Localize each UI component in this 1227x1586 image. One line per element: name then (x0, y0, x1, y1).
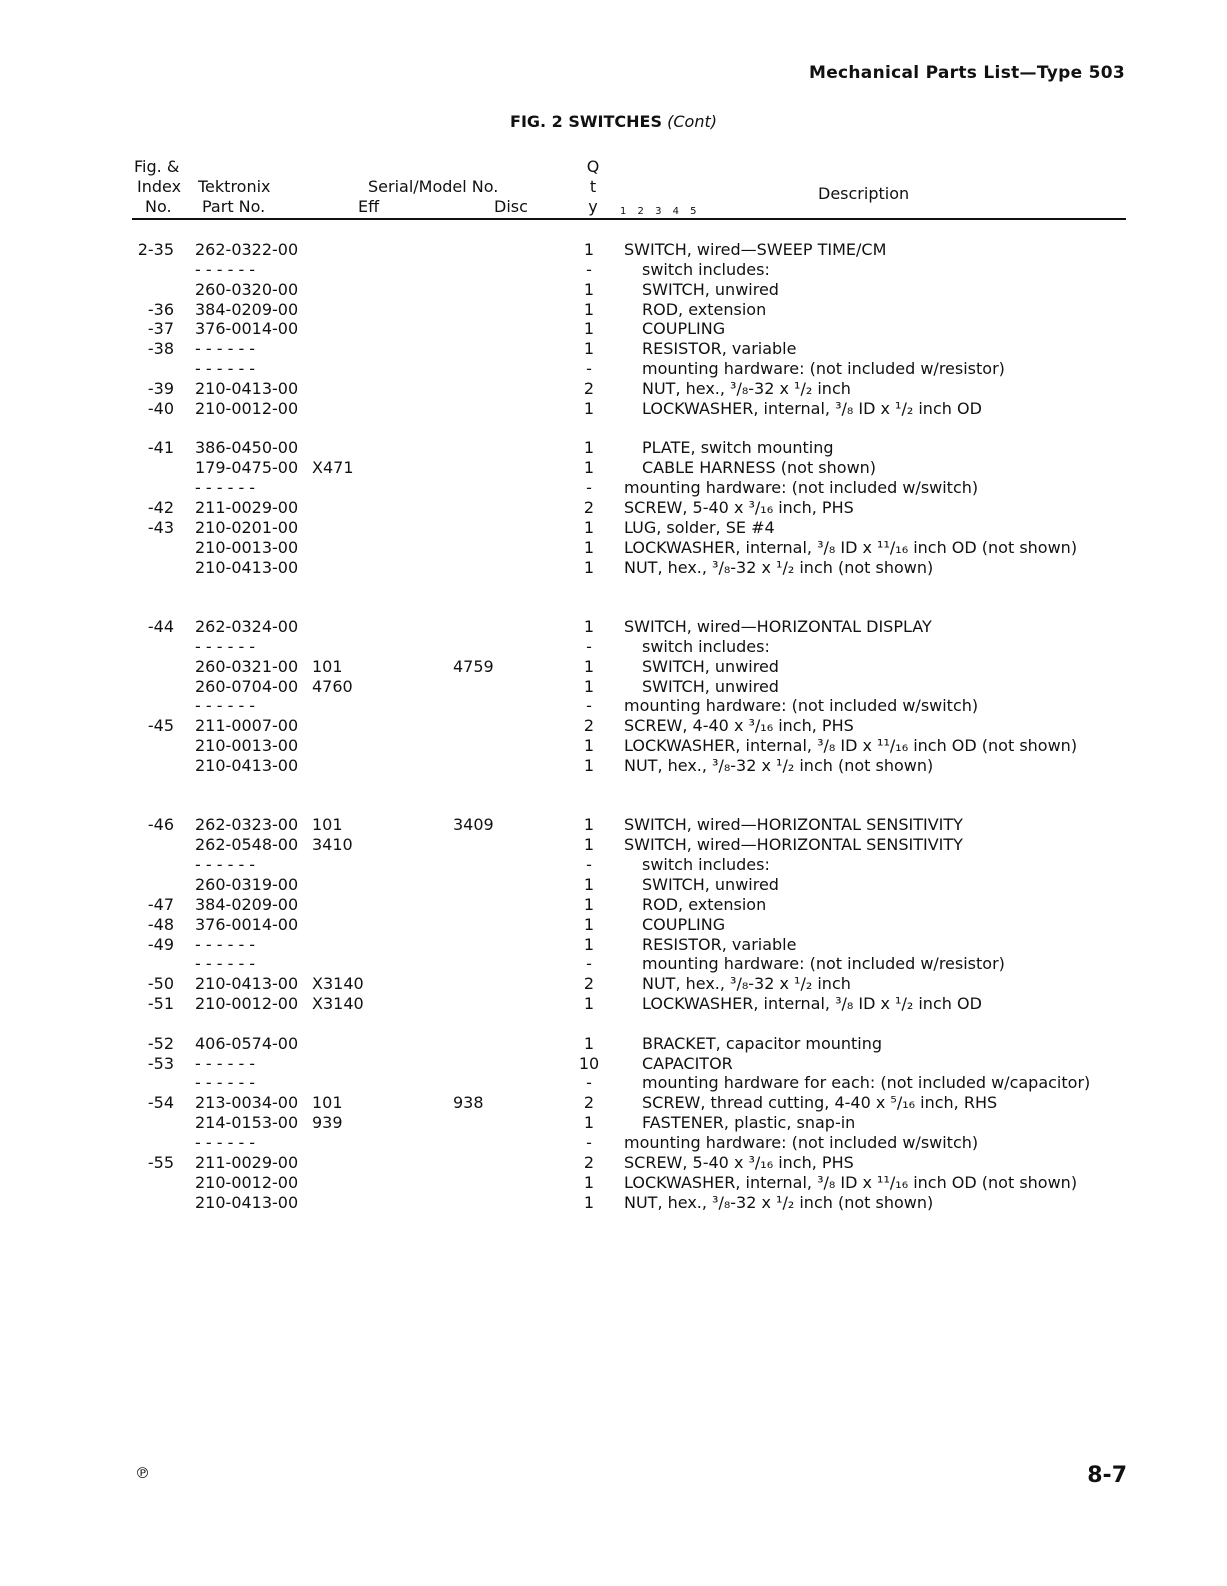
row-serial-eff: 101 (312, 815, 343, 835)
row-quantity: 1 (583, 517, 595, 537)
table-row (0, 875, 1227, 895)
row-index: -37 (147, 319, 174, 339)
row-part-number: 384-0209-00 (195, 894, 299, 914)
row-description: mounting hardware: (not included w/resistor) (642, 954, 1005, 974)
row-part-number: - - - - - - (195, 1053, 256, 1073)
row-part-number: - - - - - - (195, 359, 256, 379)
row-description: FASTENER, plastic, snap-in (642, 1113, 856, 1133)
row-part-number: 211-0029-00 (195, 497, 299, 517)
header-rule (132, 218, 1126, 220)
table-row (0, 538, 1227, 558)
col-header-fig-line3: No. (145, 197, 172, 216)
row-description: BRACKET, capacitor mounting (642, 1033, 883, 1053)
row-part-number: 384-0209-00 (195, 299, 299, 319)
row-quantity: 2 (583, 378, 595, 398)
row-part-number: 262-0548-00 (195, 835, 299, 855)
table-row (0, 756, 1227, 776)
row-quantity: 1 (583, 438, 595, 458)
row-serial-eff: 101 (312, 1093, 343, 1113)
row-serial-eff: X471 (312, 458, 354, 478)
row-quantity: 1 (583, 339, 595, 359)
row-description: COUPLING (642, 914, 726, 934)
row-part-number: - - - - - - (195, 1132, 256, 1152)
row-part-number: 210-0201-00 (195, 517, 299, 537)
table-row (0, 1073, 1227, 1093)
row-index: -51 (147, 994, 174, 1014)
table-row (0, 1113, 1227, 1133)
row-description: mounting hardware for each: (not included w/capacitor) (642, 1073, 1091, 1093)
row-quantity: - (586, 855, 592, 875)
row-quantity: 1 (583, 875, 595, 894)
row-part-number: 386-0450-00 (195, 438, 299, 458)
row-part-number: 210-0012-00 (195, 398, 299, 418)
row-description: SCREW, 5-40 x ³/₁₆ inch, PHS (624, 1152, 854, 1172)
row-index: -50 (147, 974, 174, 994)
table-row (0, 280, 1227, 300)
row-part-number: - - - - - - (195, 954, 256, 974)
row-description: PLATE, switch mounting (642, 438, 834, 458)
table-row (0, 260, 1227, 280)
row-quantity: 1 (583, 557, 595, 577)
row-description: LOCKWASHER, internal, ³/₈ ID x ¹¹/₁₆ inch OD (not shown) (624, 736, 1078, 756)
row-part-number: 260-0319-00 (195, 875, 299, 894)
row-serial-eff: 3410 (312, 835, 353, 855)
row-quantity: 2 (583, 1093, 595, 1113)
row-part-number: 406-0574-00 (195, 1033, 299, 1053)
row-quantity: 1 (583, 537, 595, 557)
row-description: mounting hardware: (not included w/switch) (624, 478, 979, 498)
row-description: SWITCH, unwired (642, 656, 779, 676)
row-description: SWITCH, wired—HORIZONTAL SENSITIVITY (624, 835, 963, 855)
table-row (0, 498, 1227, 518)
table-row (0, 855, 1227, 875)
row-description: mounting hardware: (not included w/resistor) (642, 359, 1005, 379)
row-description: SCREW, 5-40 x ³/₁₆ inch, PHS (624, 497, 854, 517)
row-part-number: - - - - - - (195, 636, 256, 656)
row-index: -38 (147, 339, 174, 359)
col-header-eff: Eff (358, 197, 380, 216)
row-description: SCREW, thread cutting, 4-40 x ⁵/₁₆ inch, RHS (642, 1093, 998, 1113)
row-quantity: - (586, 696, 592, 716)
table-row (0, 974, 1227, 994)
row-description: RESISTOR, variable (642, 339, 797, 359)
row-quantity: 1 (583, 835, 595, 855)
row-quantity: 1 (583, 1192, 595, 1212)
row-description: ROD, extension (642, 894, 767, 914)
row-description: CAPACITOR (642, 1053, 733, 1073)
row-part-number: 260-0704-00 (195, 676, 299, 696)
table-row (0, 399, 1227, 419)
row-description: NUT, hex., ³/₈-32 x ¹/₂ inch (642, 378, 851, 398)
row-index: -40 (147, 398, 174, 418)
row-quantity: 1 (583, 240, 595, 259)
row-index: -47 (147, 894, 174, 914)
row-serial-disc: 3409 (453, 815, 494, 835)
row-quantity: 1 (583, 736, 595, 756)
row-quantity: 1 (583, 299, 595, 319)
row-quantity: 2 (583, 716, 595, 736)
table-row (0, 677, 1227, 697)
row-quantity: - (586, 1073, 592, 1093)
row-part-number: 210-0012-00 (195, 1172, 299, 1192)
row-description: LUG, solder, SE #4 (624, 517, 775, 537)
tektronix-logo-icon: ℗ (135, 1464, 150, 1482)
row-index: -55 (147, 1152, 174, 1172)
row-description: NUT, hex., ³/₈-32 x ¹/₂ inch (not shown) (624, 755, 934, 775)
row-description: ROD, extension (642, 299, 767, 319)
row-quantity: - (586, 478, 592, 498)
row-serial-eff: X3140 (312, 994, 364, 1014)
row-description: SWITCH, wired—HORIZONTAL SENSITIVITY (624, 815, 963, 835)
table-row (0, 300, 1227, 320)
col-header-fig-line2: Index (137, 177, 182, 196)
row-part-number: 260-0320-00 (195, 279, 299, 299)
row-part-number: 260-0321-00 (195, 656, 299, 676)
col-header-qty (583, 157, 603, 217)
row-part-number: 210-0413-00 (195, 755, 299, 775)
table-row (0, 558, 1227, 578)
row-description: SWITCH, wired—HORIZONTAL DISPLAY (624, 617, 932, 637)
row-serial-disc: 4759 (453, 656, 494, 676)
row-part-number: - - - - - - (195, 478, 256, 498)
col-header-description: Description (818, 184, 910, 203)
row-index: -45 (147, 716, 174, 736)
row-description: SWITCH, unwired (642, 875, 779, 894)
table-row (0, 716, 1227, 736)
row-index: -39 (147, 378, 174, 398)
row-quantity: - (586, 636, 592, 656)
table-row (0, 339, 1227, 359)
row-part-number: 210-0012-00 (195, 994, 299, 1014)
col-header-serial: Serial/Model No. (368, 177, 499, 196)
row-index: 2-35 (137, 240, 174, 259)
row-part-number: - - - - - - (195, 339, 256, 359)
row-index: -54 (147, 1093, 174, 1113)
row-quantity: 1 (583, 755, 595, 775)
table-row (0, 319, 1227, 339)
row-serial-eff: 101 (312, 656, 343, 676)
row-quantity: 1 (583, 676, 595, 696)
table-row (0, 954, 1227, 974)
row-description: switch includes: (642, 855, 770, 875)
row-description: SWITCH, unwired (642, 279, 779, 299)
row-description: LOCKWASHER, internal, ³/₈ ID x ¹¹/₁₆ inch OD (not shown) (624, 537, 1078, 557)
table-row (0, 379, 1227, 399)
row-quantity: 2 (583, 974, 595, 994)
col-header-fig-line1: Fig. & (134, 157, 180, 176)
row-part-number: 211-0029-00 (195, 1152, 299, 1172)
row-index: -42 (147, 497, 174, 517)
col-header-levels: 1 2 3 4 5 (620, 206, 701, 217)
row-serial-eff: X3140 (312, 974, 364, 994)
row-quantity: - (586, 954, 592, 974)
page-header-title: Mechanical Parts List—Type 503 (808, 63, 1125, 83)
row-part-number: - - - - - - (195, 855, 256, 875)
row-part-number: - - - - - - (195, 696, 256, 716)
row-index: -46 (147, 815, 174, 835)
table-row (0, 1193, 1227, 1213)
row-quantity: - (586, 359, 592, 379)
row-part-number: 210-0413-00 (195, 1192, 299, 1212)
row-quantity: - (586, 1132, 592, 1152)
table-row (0, 1173, 1227, 1193)
row-serial-eff: 4760 (312, 676, 353, 696)
row-description: SWITCH, unwired (642, 676, 779, 696)
table-row (0, 1054, 1227, 1074)
table-row (0, 736, 1227, 756)
table-row (0, 1093, 1227, 1113)
col-header-qty-line2: t (589, 177, 597, 196)
row-index: -49 (147, 934, 174, 954)
row-description: SCREW, 4-40 x ³/₁₆ inch, PHS (624, 716, 854, 736)
row-part-number: - - - - - - (195, 934, 256, 954)
row-quantity: 1 (583, 398, 595, 418)
row-part-number: 210-0013-00 (195, 736, 299, 756)
page-number: 8-7 (1087, 1463, 1127, 1488)
table-row (0, 518, 1227, 538)
row-description: LOCKWASHER, internal, ³/₈ ID x ¹¹/₁₆ inch OD (not shown) (624, 1172, 1078, 1192)
row-quantity: 1 (583, 894, 595, 914)
row-description: switch includes: (642, 636, 770, 656)
row-quantity: 1 (583, 994, 595, 1014)
row-part-number: 376-0014-00 (195, 319, 299, 339)
row-index: -52 (147, 1033, 174, 1053)
table-row (0, 637, 1227, 657)
table-row (0, 478, 1227, 498)
row-description: SWITCH, wired—SWEEP TIME/CM (624, 240, 887, 259)
table-row (0, 1034, 1227, 1054)
row-serial-eff: 939 (312, 1113, 343, 1133)
row-part-number: - - - - - - (195, 1073, 256, 1093)
row-index: -41 (147, 438, 174, 458)
table-row (0, 915, 1227, 935)
row-part-number: 210-0413-00 (195, 974, 299, 994)
row-part-number: - - - - - - (195, 259, 256, 279)
col-header-part-line2: Part No. (202, 197, 266, 216)
table-row (0, 458, 1227, 478)
col-header-qty-line3: y (588, 197, 598, 216)
row-description: COUPLING (642, 319, 726, 339)
table-row (0, 240, 1227, 260)
table-row (0, 1133, 1227, 1153)
figure-title-main: FIG. 2 SWITCHES (510, 112, 663, 131)
row-part-number: 262-0323-00 (195, 815, 299, 835)
row-quantity: 1 (583, 815, 595, 835)
row-part-number: 210-0413-00 (195, 557, 299, 577)
col-header-qty-line1: Q (586, 157, 600, 176)
row-part-number: 210-0013-00 (195, 537, 299, 557)
row-part-number: 211-0007-00 (195, 716, 299, 736)
row-quantity: 1 (583, 656, 595, 676)
table-row (0, 617, 1227, 637)
row-description: switch includes: (642, 259, 770, 279)
row-quantity: 1 (583, 914, 595, 934)
row-part-number: 179-0475-00 (195, 458, 299, 478)
row-index: -48 (147, 914, 174, 934)
col-header-part-line1: Tektronix (198, 177, 271, 196)
row-quantity: 2 (583, 497, 595, 517)
row-description: NUT, hex., ³/₈-32 x ¹/₂ inch (not shown) (624, 1192, 934, 1212)
col-header-fig-index (134, 157, 194, 217)
table-row (0, 696, 1227, 716)
row-part-number: 213-0034-00 (195, 1093, 299, 1113)
table-row (0, 815, 1227, 835)
row-description: LOCKWASHER, internal, ³/₈ ID x ¹/₂ inch OD (642, 994, 982, 1014)
table-row (0, 438, 1227, 458)
row-quantity: 1 (583, 279, 595, 299)
row-description: CABLE HARNESS (not shown) (642, 458, 877, 478)
row-description: NUT, hex., ³/₈-32 x ¹/₂ inch (not shown) (624, 557, 934, 577)
row-quantity: 1 (583, 319, 595, 339)
row-part-number: 262-0322-00 (195, 240, 299, 259)
row-description: LOCKWASHER, internal, ³/₈ ID x ¹/₂ inch OD (642, 398, 982, 418)
table-row (0, 657, 1227, 677)
row-quantity: 2 (583, 1152, 595, 1172)
row-quantity: 1 (583, 458, 595, 478)
row-index: -53 (147, 1053, 174, 1073)
row-quantity: - (586, 259, 592, 279)
figure-title-cont: (Cont) (667, 112, 717, 131)
parts-table (0, 240, 1227, 1212)
row-quantity: 1 (583, 1172, 595, 1192)
row-part-number: 376-0014-00 (195, 914, 299, 934)
table-row (0, 1153, 1227, 1173)
row-quantity: 1 (583, 617, 595, 637)
row-part-number: 214-0153-00 (195, 1113, 299, 1133)
row-description: NUT, hex., ³/₈-32 x ¹/₂ inch (642, 974, 851, 994)
row-description: mounting hardware: (not included w/switch) (624, 696, 979, 716)
row-quantity: 1 (583, 934, 595, 954)
table-row (0, 835, 1227, 855)
table-row (0, 994, 1227, 1014)
col-header-part-no (198, 177, 271, 217)
row-serial-disc: 938 (453, 1093, 484, 1113)
row-index: -44 (147, 617, 174, 637)
table-row (0, 935, 1227, 955)
row-part-number: 262-0324-00 (195, 617, 299, 637)
row-quantity: 1 (583, 1113, 595, 1133)
row-index: -36 (147, 299, 174, 319)
col-header-disc: Disc (494, 197, 528, 216)
row-description: RESISTOR, variable (642, 934, 797, 954)
row-quantity: 10 (578, 1053, 600, 1073)
table-row (0, 359, 1227, 379)
figure-title (0, 112, 1227, 131)
row-index: -43 (147, 517, 174, 537)
table-row (0, 895, 1227, 915)
row-quantity: 1 (583, 1033, 595, 1053)
row-part-number: 210-0413-00 (195, 378, 299, 398)
row-description: mounting hardware: (not included w/switch) (624, 1132, 979, 1152)
